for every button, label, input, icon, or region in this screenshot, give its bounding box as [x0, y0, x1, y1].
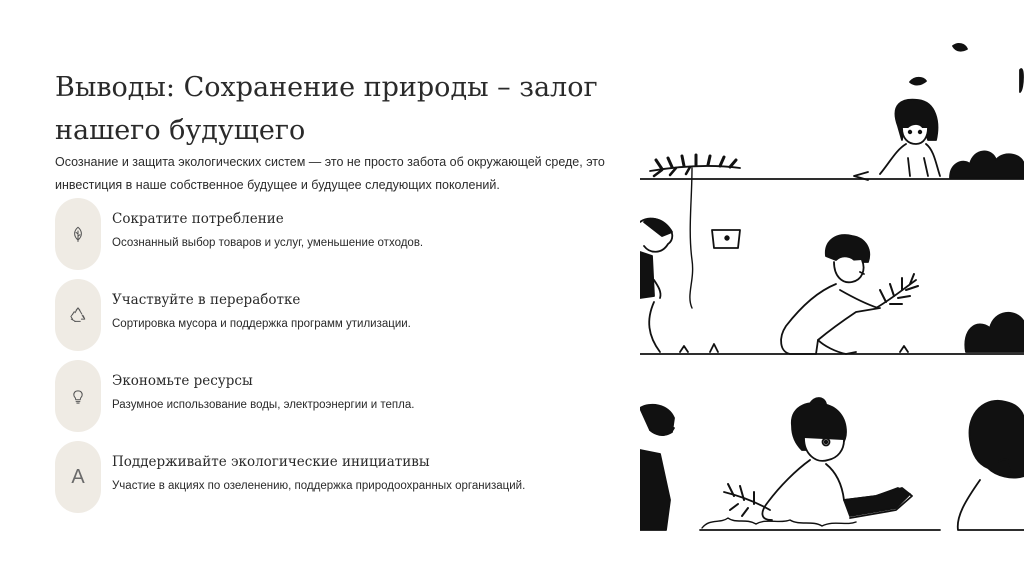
nature-illustration: [640, 40, 1024, 540]
list-item-initiatives: [55, 441, 615, 513]
person-bottom-right: [969, 401, 1024, 478]
leaf-shape: [953, 44, 967, 51]
branch: [724, 492, 770, 510]
branch: [650, 166, 740, 171]
leaf-shape: [1020, 69, 1023, 92]
icon-badge: [55, 198, 101, 270]
icon-badge: [55, 441, 101, 513]
icon-badge: [55, 360, 101, 432]
person-bottom-left: [640, 405, 674, 435]
lightbulb-icon: [69, 387, 87, 405]
leaf-icon: [69, 225, 87, 243]
recycle-icon: [69, 306, 87, 324]
bush: [950, 151, 1024, 178]
item-title: Сократите потребление: [112, 211, 284, 227]
slide-title: Выводы: Сохранение природы – залог нашего будущего: [55, 72, 598, 146]
item-title: Участвуйте в переработке: [112, 292, 301, 308]
letter-a-icon: A: [71, 466, 85, 488]
icon-badge: [55, 279, 101, 351]
item-title: Поддерживайте экологические инициативы: [112, 454, 430, 470]
list-item-save-resources: [55, 360, 615, 432]
list-item-recycle: [55, 279, 615, 351]
boy-hair: [826, 235, 869, 262]
item-title: Экономьте ресурсы: [112, 373, 253, 389]
item-description: Сортировка мусора и поддержка программ утилизации.: [112, 318, 411, 330]
slide-subtitle: Осознание и защита экологических систем — это не просто забота об окружающей среде, это инвестиция в наше собственное будущее и будущее следующих поколений.: [55, 155, 605, 192]
rope: [690, 168, 693, 308]
item-description: Участие в акциях по озеленению, поддержка природоохранных организаций.: [112, 480, 526, 492]
leaf-shape: [910, 78, 926, 85]
list-item-reduce: [55, 198, 615, 270]
item-description: Осознанный выбор товаров и услуг, уменьшение отходов.: [112, 237, 424, 249]
item-description: Разумное использование воды, электроэнергии и тепла.: [112, 399, 415, 411]
bush: [965, 313, 1024, 352]
